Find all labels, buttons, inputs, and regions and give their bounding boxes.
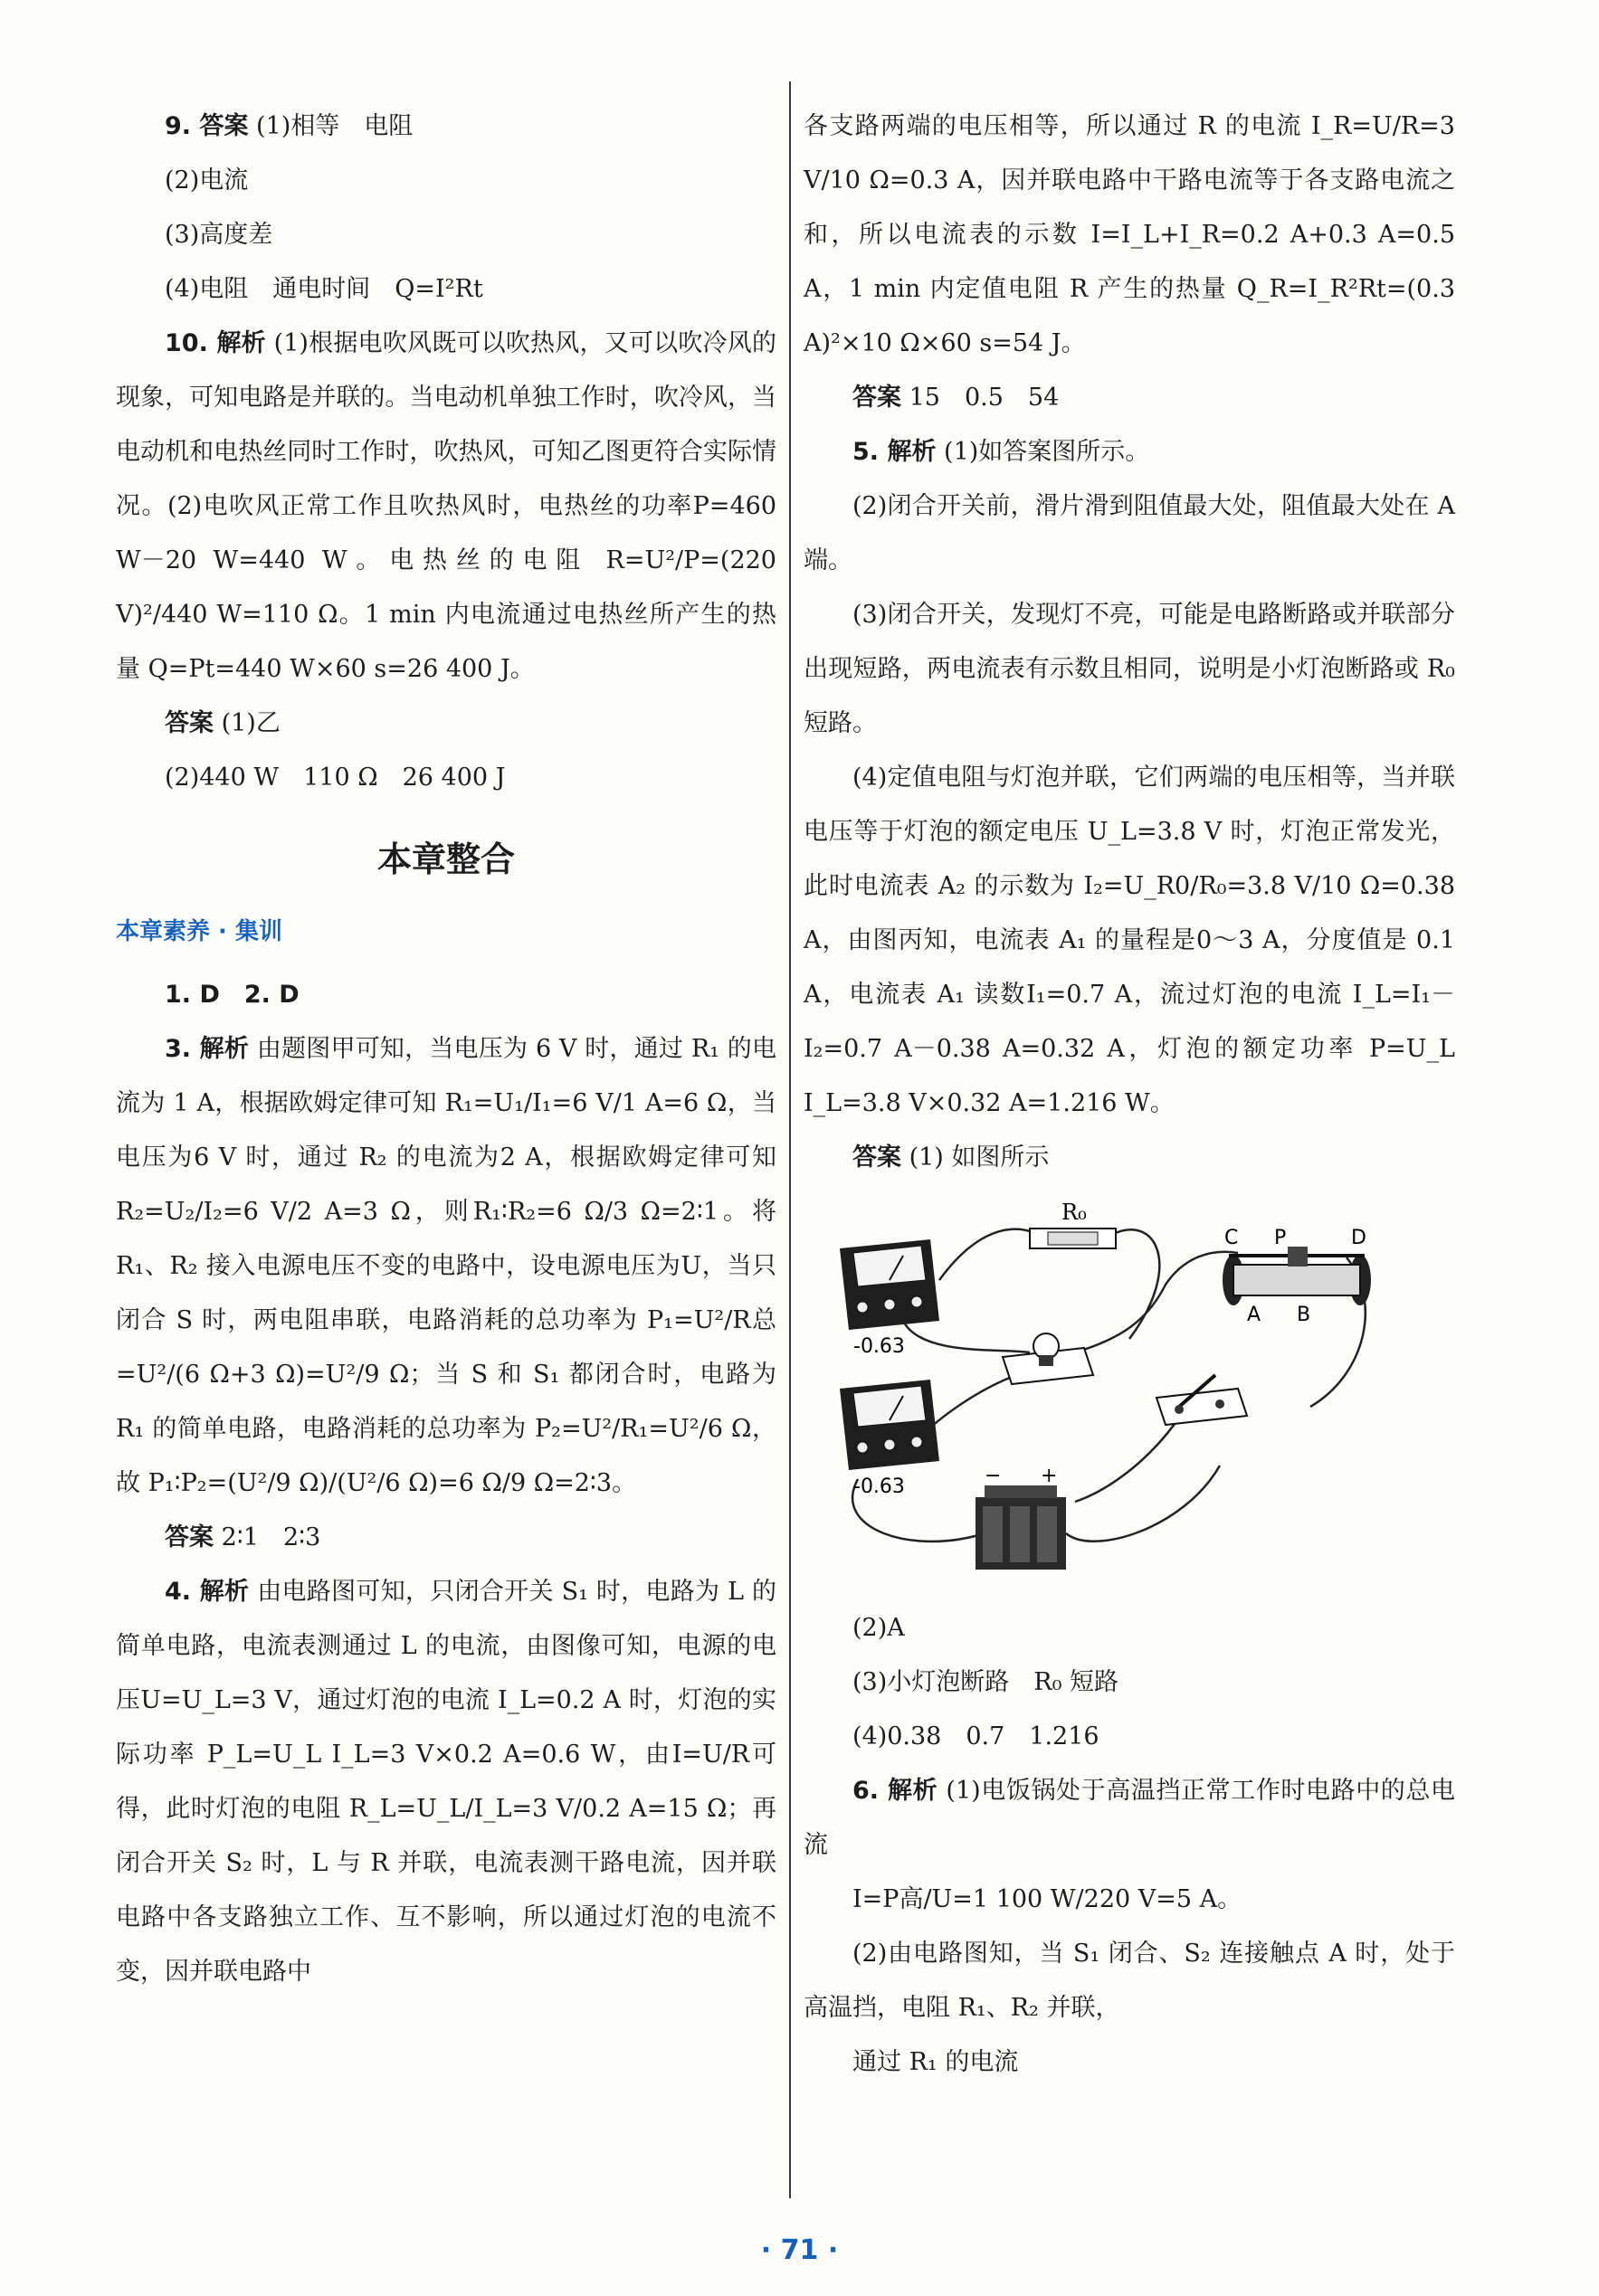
q10-answer: [116, 697, 776, 751]
q6-text-3: 通过 R₁ 的电流: [852, 2048, 1019, 2076]
battery-minus: −: [985, 1465, 1002, 1487]
section-title: 本章整合: [376, 840, 515, 879]
q4-answer-value: 15 0.5 54: [909, 384, 1060, 412]
q4-answer: [804, 371, 1455, 425]
page-number: · 71 ·: [760, 2234, 839, 2266]
rheostat-label-a: A: [1247, 1304, 1261, 1326]
ammeter-bottom: [840, 1380, 939, 1470]
q10-answer-2: (2)440 W 110 Ω 26 400 J: [165, 764, 506, 792]
q5-answer-2: (2)A: [852, 1614, 905, 1642]
q6-formula: I=P高/U=1 100 W/220 V=5 A。: [852, 1885, 1242, 1913]
q10-answer-1: (1)乙: [221, 709, 281, 737]
q4-text: 由电路图可知，只闭合开关 S₁ 时，电路为 L 的简单电路，电流表测通过 L 的电流，由图像可知，电源的电压U=U_L=3 V，通过灯泡的电流 I_L=0.2 A 时，灯泡的实际功率 P_L=U_L I_L=3 V×0.2 A=0.6 W，由I=U/R可得，此时灯泡的电阻 R_L=U_L/I_L=3 V/0.2 A=15 Ω；再闭合开关 S₂ 时，L 与 R 并联，电流表测干路电流，因并联电路中各支路独立工作、互不影响，所以通过灯泡的电流不变，因并联电路中: [116, 1578, 776, 1986]
ammeter-top: [840, 1239, 939, 1330]
q9-line-3: (3)高度差: [165, 221, 273, 249]
q10-label: 10. 解析: [165, 329, 266, 357]
q3-answer-label: 答案: [165, 1523, 214, 1551]
circuit-diagram: [804, 1194, 1455, 1592]
q5-answer-label: 答案: [852, 1143, 901, 1172]
rheostat-label-b: B: [1297, 1304, 1311, 1326]
q6-analysis: [804, 1764, 1455, 1873]
r0-label: R₀: [1061, 1200, 1087, 1225]
switch: [1156, 1375, 1247, 1425]
q10-analysis: [116, 317, 776, 697]
rheostat: [1223, 1247, 1371, 1305]
page-number-value: 71: [780, 2234, 819, 2266]
q5-answer: [804, 1131, 1455, 1185]
left-column: [116, 100, 776, 1999]
q4-label: 4. 解析: [165, 1578, 250, 1606]
rheostat-label-c: C: [1224, 1227, 1239, 1249]
q3-answer-value: 2∶1 2∶3: [221, 1523, 321, 1551]
q3-analysis: [116, 1022, 776, 1511]
q4-continued: 各支路两端的电压相等，所以通过 R 的电流 I_R=U/R=3 V/10 Ω=0.3 A，因并联电路中干路电流等于各支路电流之和，所以电流表的示数 I=I_L+I_R=0.2 A+0.3 A=0.5 A，1 min 内定值电阻 R 产生的热量 Q_R=I_R²Rt=(0.3 A)²×10 Ω×60 s=54 J。: [804, 112, 1455, 357]
q5-label: 5. 解析: [852, 438, 937, 466]
q3-label: 3. 解析: [165, 1035, 250, 1063]
battery: [976, 1485, 1066, 1570]
q5-answer-4: (4)0.38 0.7 1.216: [852, 1722, 1099, 1750]
q6-label: 6. 解析: [852, 1777, 938, 1805]
lamp: [1003, 1333, 1093, 1384]
q9-line-1: (1)相等 电阻: [256, 112, 414, 140]
q10-text: (1)根据电吹风既可以吹热风，又可以吹冷风的现象，可知电路是并联的。当电动机单独工作时，吹冷风，当电动机和电热丝同时工作时，吹热风，可知乙图更符合实际情况。(2)电吹风正常工作且吹热风时，电热丝的功率P=460 W－20 W=440 W。电热丝的电阻 R=U²/P=(220 V)²/440 W=110 Ω。1 min 内电流通过电热丝所产生的热量 Q=Pt=440 W×60 s=26 400 J。: [116, 329, 776, 683]
q5-answer-first: (1) 如图所示: [909, 1143, 1050, 1172]
q3-answer: [116, 1511, 776, 1565]
q9-label: 9. 答案: [165, 112, 249, 140]
subsection-title: 本章素养 · 集训: [116, 918, 282, 945]
right-column: [804, 100, 1455, 2090]
q1-q2-answers: 1. D 2. D: [165, 981, 300, 1009]
battery-plus: +: [1041, 1465, 1058, 1487]
q10-answer-label: 答案: [165, 709, 214, 737]
meter-top-label: -0.63: [853, 1335, 905, 1358]
rheostat-label-p: P: [1274, 1227, 1287, 1249]
q6-text: (1)电饭锅处于高温挡正常工作时电路中的总电流: [804, 1777, 1455, 1859]
resistor-r0: [1030, 1229, 1116, 1248]
q9-line-2: (2)电流: [165, 166, 249, 194]
circuit-figure: [804, 1194, 1455, 1592]
q4-answer-label: 答案: [852, 384, 901, 412]
column-divider: [789, 81, 791, 2198]
q6-text-2: (2)由电路图知，当 S₁ 闭合、S₂ 连接触点 A 时，处于高温挡，电阻 R₁、R₂ 并联，: [804, 1940, 1455, 2022]
q5-line-1: (1)如答案图所示。: [944, 438, 1150, 466]
q5-answer-3: (3)小灯泡断路 R₀ 短路: [852, 1668, 1118, 1696]
meter-bottom-label: -0.63: [853, 1475, 905, 1498]
q5-line-2: (2)闭合开关前，滑片滑到阻值最大处，阻值最大处在 A 端。: [804, 492, 1455, 574]
rheostat-label-d: D: [1351, 1227, 1366, 1249]
q9-answer: [116, 100, 776, 154]
q3-text: 由题图甲可知，当电压为 6 V 时，通过 R₁ 的电流为 1 A，根据欧姆定律可知 R₁=U₁/I₁=6 V/1 A=6 Ω，当电压为6 V 时，通过 R₂ 的电流为2 A，根据欧姆定律可知 R₂=U₂/I₂=6 V/2 A=3 Ω，则R₁∶R₂=6 Ω/3 Ω=2∶1。将 R₁、R₂ 接入电源电压不变的电路中，设电源电压为U，当只闭合 S 时，两电阻串联，电路消耗的总功率为 P₁=U²/R总=U²/(6 Ω+3 Ω)=U²/9 Ω；当 S 和 S₁ 都闭合时，电路为 R₁ 的简单电路，电路消耗的总功率为 P₂=U²/R₁=U²/6 Ω，故 P₁∶P₂=(U²/9 Ω)/(U²/6 Ω)=6 Ω/9 Ω=2∶3。: [116, 1035, 776, 1497]
q4-analysis: [116, 1565, 776, 1999]
q5-analysis-head: [804, 425, 1455, 479]
q9-line-4: (4)电阻 通电时间 Q=I²Rt: [165, 275, 483, 303]
q5-line-3: (3)闭合开关，发现灯不亮，可能是电路断路或并联部分出现短路，两电流表有示数且相同，说明是小灯泡断路或 R₀ 短路。: [804, 601, 1455, 737]
q5-line-4: (4)定值电阻与灯泡并联，它们两端的电压相等，当并联电压等于灯泡的额定电压 U_L=3.8 V 时，灯泡正常发光，此时电流表 A₂ 的示数为 I₂=U_R0/R₀=3.8 V/10 Ω=0.38 A，由图丙知，电流表 A₁ 的量程是0～3 A，分度值是 0.1 A，电流表 A₁ 读数I₁=0.7 A，流过灯泡的电流 I_L=I₁－I₂=0.7 A－0.38 A=0.32 A，灯泡的额定功率 P=U_L I_L=3.8 V×0.32 A=1.216 W。: [804, 764, 1455, 1117]
